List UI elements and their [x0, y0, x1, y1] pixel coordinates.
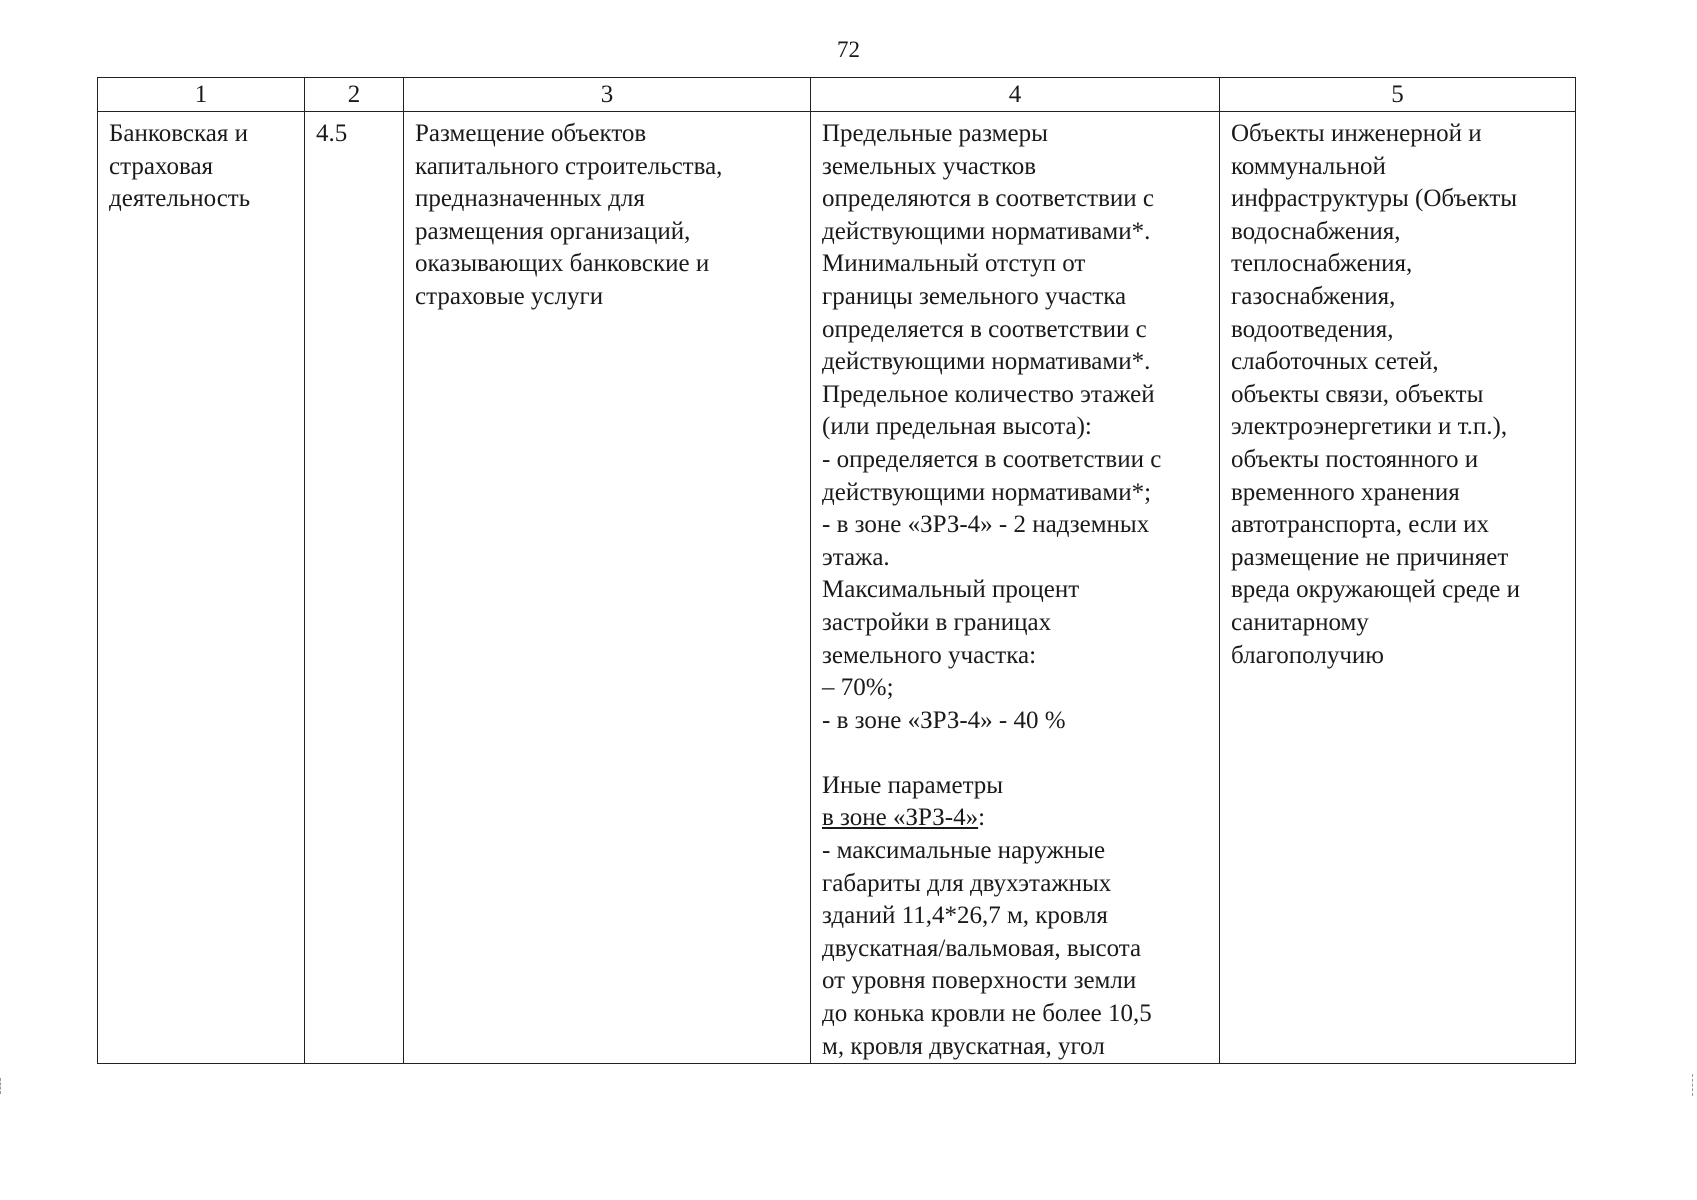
text-line: Максимальный процент — [822, 576, 1080, 604]
cell-code — [305, 112, 404, 1064]
text-line: теплоснабжения, — [1231, 250, 1413, 278]
text-line: слаботочных сетей, — [1231, 348, 1439, 376]
text-line: действующими нормативами*. — [822, 217, 1151, 245]
header-col-4: 4 — [811, 78, 1220, 112]
text-line: водоотведения, — [1231, 315, 1394, 343]
cell-parameters — [811, 112, 1220, 1064]
text-line: вреда окружающей среде и — [1231, 576, 1520, 604]
text-line: автотранспорта, если их — [1231, 511, 1490, 539]
text-line: габариты для двухэтажных — [822, 869, 1112, 897]
zone-line — [822, 802, 1210, 835]
text-line: страховые услуги — [415, 282, 604, 310]
text-line: Минимальный отступ от — [822, 250, 1086, 278]
text-line: - в зоне «ЗРЗ-4» - 40 % — [822, 706, 1066, 734]
scan-edge-mark — [0, 1078, 5, 1094]
text-line: размещения организаций, — [415, 217, 691, 245]
cell-land-use-type — [98, 112, 305, 1064]
blank-line — [822, 737, 1210, 770]
text-line: электроэнергетики и т.п.), — [1231, 413, 1508, 441]
text-line: - в зоне «ЗРЗ-4» - 2 надземных — [822, 511, 1150, 539]
text-line: Объекты инженерной и — [1231, 120, 1482, 147]
zone-label: в зоне «ЗРЗ-4» — [822, 804, 979, 832]
text-line: – 70%; — [822, 674, 894, 702]
text-line: водоснабжения, — [1231, 217, 1401, 245]
text-line: - максимальные наружные — [822, 837, 1106, 865]
code-value: 4.5 — [316, 120, 348, 147]
header-col-1: 1 — [98, 78, 305, 112]
table-row — [98, 112, 1576, 1064]
text-line: границы земельного участка — [822, 282, 1127, 310]
text-line: инфраструктуры (Объекты — [1231, 185, 1518, 213]
text-line: Размещение объектов — [415, 120, 647, 147]
table-header-row — [98, 78, 1576, 112]
text-line: (или предельная высота): — [822, 413, 1092, 441]
text-line: Банковская и — [109, 120, 248, 147]
scan-edge-mark — [1692, 1074, 1697, 1096]
header-col-5: 5 — [1220, 78, 1576, 112]
text-line: от уровня поверхности земли — [822, 967, 1137, 995]
text-line: коммунальной — [1231, 152, 1386, 180]
text-line: застройки в границах — [822, 608, 1052, 636]
zone-colon: : — [978, 804, 986, 832]
text-line: Предельные размеры — [822, 120, 1048, 147]
text-line: газоснабжения, — [1231, 282, 1396, 310]
text-line: действующими нормативами*. — [822, 348, 1151, 376]
text-line: страховая — [109, 152, 214, 180]
text-line: объекты постоянного и — [1231, 445, 1479, 473]
cell-auxiliary-uses — [1220, 112, 1576, 1064]
text-line: действующими нормативами*; — [822, 478, 1152, 506]
text-line: размещение не причиняет — [1231, 543, 1509, 571]
text-line: определяется в соответствии с — [822, 315, 1147, 343]
cell-description — [404, 112, 811, 1064]
text-line: оказывающих банковские и — [415, 250, 710, 278]
text-line: благополучию — [1231, 641, 1384, 669]
text-line: земельного участка: — [822, 641, 1037, 669]
text-line: - определяется в соответствии с — [822, 445, 1162, 473]
text-line: земельных участков — [822, 152, 1037, 180]
header-col-2: 2 — [305, 78, 404, 112]
header-col-3: 3 — [404, 78, 811, 112]
text-line: объекты связи, объекты — [1231, 380, 1484, 408]
text-line: деятельность — [109, 185, 251, 213]
page-number: 72 — [837, 37, 860, 62]
land-use-table — [97, 77, 1576, 1064]
text-line: санитарному — [1231, 608, 1369, 636]
text-line: до конька кровли не более 10,5 — [822, 1000, 1152, 1028]
text-line: предназначенных для — [415, 185, 645, 213]
text-line: временного хранения — [1231, 478, 1460, 506]
other-params-heading: Иные параметры — [822, 771, 1004, 799]
text-line: двускатная/вальмовая, высота — [822, 934, 1142, 962]
text-line: капитального строительства, — [415, 152, 723, 180]
text-line: Предельное количество этажей — [822, 380, 1155, 408]
text-line: м, кровля двускатная, угол — [822, 1032, 1105, 1060]
text-line: зданий 11,4*26,7 м, кровля — [822, 902, 1108, 930]
text-line: этажа. — [822, 543, 890, 571]
text-line: определяются в соответствии с — [822, 185, 1155, 213]
